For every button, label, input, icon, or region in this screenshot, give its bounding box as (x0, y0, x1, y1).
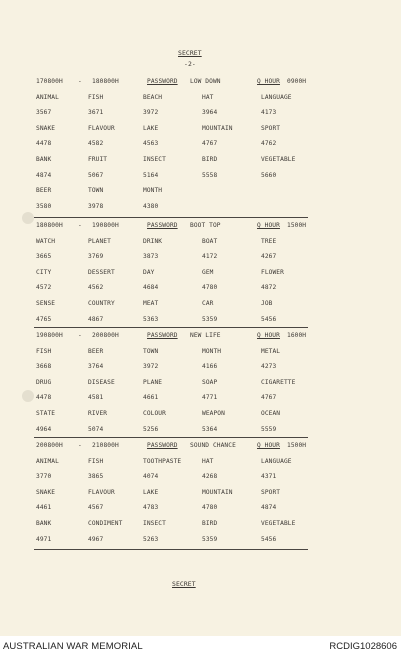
qhour-value: 1600H (287, 332, 307, 339)
code-number: 3764 (88, 363, 104, 371)
code-number: 3972 (143, 363, 159, 371)
code-number: 4684 (143, 284, 159, 292)
code-word: COUNTRY (88, 300, 115, 307)
period-start: 190800H (36, 332, 63, 339)
code-number: 4661 (143, 394, 159, 402)
password-value: NEW LIFE (190, 332, 221, 339)
code-word: RIVER (88, 410, 108, 417)
code-word: DRUG (36, 378, 52, 386)
code-number: 5359 (202, 535, 218, 543)
code-word: SNAKE (36, 488, 56, 496)
code-number: 5364 (202, 425, 218, 433)
code-number: 4872 (261, 284, 277, 292)
section-divider (34, 327, 308, 328)
password-label: PASSWORD (147, 442, 178, 449)
period-end: 190800H (92, 222, 119, 229)
code-word: PLANET (88, 237, 111, 245)
section-divider (34, 437, 308, 438)
code-number: 4172 (202, 253, 218, 261)
code-word: OCEAN (261, 410, 281, 417)
punch-hole-top (22, 212, 34, 224)
code-word: SOAP (202, 378, 218, 386)
period-end: 210800H (92, 442, 119, 449)
code-number: 4478 (36, 140, 52, 148)
code-word: WATCH (36, 237, 56, 245)
header-classification: SECRET (178, 49, 202, 57)
code-number: 5660 (261, 171, 277, 179)
code-number: 4074 (143, 473, 159, 481)
code-number: 4783 (143, 504, 159, 512)
code-word: COLOUR (143, 410, 166, 417)
code-word: DAY (143, 268, 155, 276)
code-word: MOUNTAIN (202, 488, 233, 496)
code-number: 4874 (36, 171, 52, 179)
code-word: LANGUAGE (261, 93, 292, 101)
code-word: CAR (202, 300, 214, 307)
password-label: PASSWORD (147, 78, 178, 85)
code-word: BEER (88, 347, 104, 355)
code-word: BIRD (202, 156, 218, 163)
code-word: JOB (261, 300, 273, 307)
footer-classification: SECRET (172, 580, 196, 588)
code-number: 5067 (88, 171, 104, 179)
code-number: 4562 (88, 284, 104, 292)
code-number: 3964 (202, 109, 218, 117)
qhour-label: Q HOUR (257, 78, 280, 85)
code-word: DRINK (143, 237, 163, 245)
period-start: 200800H (36, 442, 63, 449)
code-word: HAT (202, 93, 214, 101)
code-word: INSECT (143, 156, 166, 163)
qhour-label: Q HOUR (257, 332, 280, 339)
page-number: -2- (184, 60, 196, 68)
code-number: 4380 (143, 202, 159, 210)
code-number: 4371 (261, 473, 277, 481)
code-number: 3769 (88, 253, 104, 261)
code-number: 3668 (36, 363, 52, 371)
code-number: 5074 (88, 425, 104, 433)
code-word: TREE (261, 237, 277, 245)
password-value: BOOT TOP (190, 222, 221, 229)
code-word: FRUIT (88, 156, 108, 163)
code-number: 5363 (143, 315, 159, 323)
archive-id: RCDIG1028606 (329, 641, 397, 652)
code-number: 4874 (261, 504, 277, 512)
code-word: SNAKE (36, 124, 56, 132)
code-word: TOOTHPASTE (143, 457, 182, 465)
code-word: MONTH (202, 347, 222, 355)
code-word: ANIMAL (36, 93, 59, 101)
code-word: SPORT (261, 124, 281, 132)
period-dash: - (78, 442, 82, 449)
code-word: TOWN (88, 187, 104, 195)
code-word: FLAVOUR (88, 488, 115, 496)
code-number: 4273 (261, 363, 277, 371)
code-number: 5558 (202, 171, 218, 179)
code-word: FISH (88, 93, 104, 101)
code-number: 3865 (88, 473, 104, 481)
code-number: 3978 (88, 202, 104, 210)
code-number: 4582 (88, 140, 104, 148)
code-number: 5456 (261, 315, 277, 323)
code-word: SENSE (36, 300, 56, 307)
code-number: 4461 (36, 504, 52, 512)
code-number: 5456 (261, 535, 277, 543)
archive-footer (0, 636, 401, 654)
code-number: 4166 (202, 363, 218, 371)
code-number: 4867 (88, 315, 104, 323)
period-start: 180800H (36, 222, 63, 229)
qhour-value: 1500H (287, 222, 307, 229)
code-word: VEGETABLE (261, 156, 296, 163)
code-word: LAKE (143, 488, 159, 496)
code-word: INSECT (143, 520, 166, 527)
code-word: DISEASE (88, 378, 115, 386)
code-number: 4780 (202, 284, 218, 292)
code-number: 4267 (261, 253, 277, 261)
code-word: DESSERT (88, 268, 115, 276)
code-number: 3671 (88, 109, 104, 117)
code-number: 4971 (36, 535, 52, 543)
code-number: 5164 (143, 171, 159, 179)
section-divider (34, 217, 308, 218)
code-number: 4563 (143, 140, 159, 148)
code-word: GEM (202, 268, 214, 276)
period-end: 200800H (92, 332, 119, 339)
code-word: MONTH (143, 187, 163, 195)
code-word: STATE (36, 410, 56, 417)
code-number: 5559 (261, 425, 277, 433)
code-word: VEGETABLE (261, 520, 296, 527)
code-number: 4173 (261, 109, 277, 117)
qhour-value: 1500H (287, 442, 307, 449)
code-number: 4771 (202, 394, 218, 402)
code-word: BANK (36, 156, 52, 163)
period-dash: - (78, 222, 82, 229)
password-value: LOW DOWN (190, 78, 221, 85)
code-number: 5359 (202, 315, 218, 323)
code-word: BIRD (202, 520, 218, 527)
code-word: TOWN (143, 347, 159, 355)
code-number: 3665 (36, 253, 52, 261)
code-word: BEER (36, 187, 52, 195)
code-number: 4572 (36, 284, 52, 292)
code-word: CITY (36, 268, 52, 276)
code-number: 4767 (261, 394, 277, 402)
code-number: 4967 (88, 535, 104, 543)
section-divider (34, 549, 308, 550)
punch-hole-bottom (22, 390, 34, 402)
code-word: SPORT (261, 488, 281, 496)
password-value: SOUND CHANCE (190, 442, 236, 449)
code-word: MOUNTAIN (202, 124, 233, 132)
code-number: 3972 (143, 109, 159, 117)
code-word: FLAVOUR (88, 124, 115, 132)
code-number: 5256 (143, 425, 159, 433)
archive-credit: AUSTRALIAN WAR MEMORIAL (3, 641, 143, 652)
code-word: MEAT (143, 300, 159, 307)
code-number: 4567 (88, 504, 104, 512)
code-number: 4780 (202, 504, 218, 512)
code-word: FISH (36, 347, 52, 355)
code-word: METAL (261, 347, 281, 355)
code-word: BANK (36, 520, 52, 527)
code-number: 3567 (36, 109, 52, 117)
qhour-label: Q HOUR (257, 222, 280, 229)
code-word: CIGARETTE (261, 378, 296, 386)
code-number: 4478 (36, 394, 52, 402)
code-number: 4767 (202, 140, 218, 148)
code-number: 4762 (261, 140, 277, 148)
code-number: 5263 (143, 535, 159, 543)
period-dash: - (78, 78, 82, 85)
code-word: ANIMAL (36, 457, 59, 465)
period-dash: - (78, 332, 82, 339)
code-number: 3580 (36, 202, 52, 210)
code-word: FLOWER (261, 268, 284, 276)
code-word: FISH (88, 457, 104, 465)
code-number: 4964 (36, 425, 52, 433)
period-start: 170800H (36, 78, 63, 85)
code-number: 3873 (143, 253, 159, 261)
code-word: WEAPON (202, 410, 225, 417)
code-word: HAT (202, 457, 214, 465)
code-word: LANGUAGE (261, 457, 292, 465)
period-end: 180800H (92, 78, 119, 85)
code-number: 3770 (36, 473, 52, 481)
qhour-label: Q HOUR (257, 442, 280, 449)
code-word: PLANE (143, 378, 163, 386)
code-word: BEACH (143, 93, 163, 101)
code-number: 4581 (88, 394, 104, 402)
code-word: CONDIMENT (88, 520, 123, 527)
code-number: 4268 (202, 473, 218, 481)
password-label: PASSWORD (147, 332, 178, 339)
code-number: 4765 (36, 315, 52, 323)
password-label: PASSWORD (147, 222, 178, 229)
code-word: BOAT (202, 237, 218, 245)
code-word: LAKE (143, 124, 159, 132)
qhour-value: 0900H (287, 78, 307, 85)
